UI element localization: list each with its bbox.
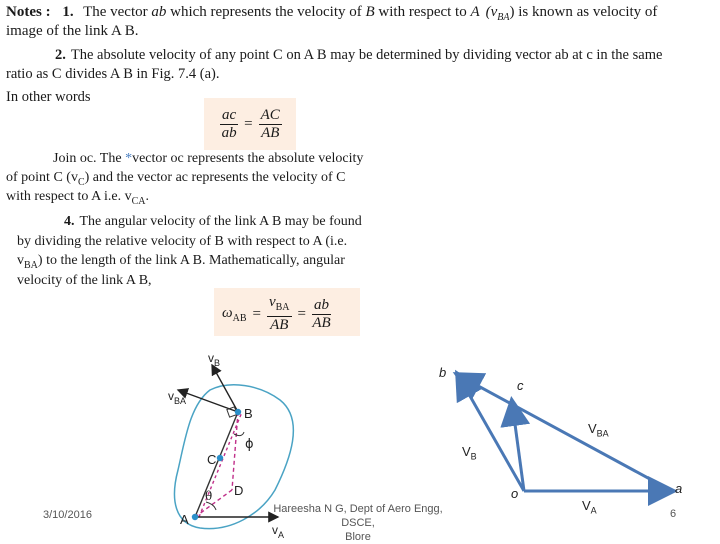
- vb-sub: B: [470, 451, 477, 462]
- note4-l1: The angular velocity of the link A B may be found: [79, 214, 362, 229]
- label-vb: $v_B$: [208, 351, 221, 368]
- note1-text-f: A: [470, 4, 480, 20]
- va-v: V: [582, 498, 591, 513]
- eq2-fraction-2: [312, 297, 331, 332]
- label-vba: $v_{BA}$: [168, 389, 187, 406]
- eq1-rhs-den: AB: [261, 125, 280, 141]
- join-l2-a: of point C (v: [6, 170, 78, 185]
- point-a: [192, 514, 198, 520]
- label-o-point: o: [511, 486, 519, 501]
- note4-l3-b: ) to the length of the link A B. Mathematically, angular: [37, 253, 345, 268]
- note4-l3-sub: BA: [24, 259, 38, 271]
- footer-date: 3/10/2016: [43, 509, 92, 521]
- eq1-rhs-fraction: [259, 107, 282, 142]
- equation2: [222, 294, 331, 334]
- label-vba: [588, 421, 609, 439]
- vba-v: V: [588, 421, 597, 436]
- join-l1-a: Join oc. The: [53, 151, 126, 166]
- note2-line2: ratio as C divides A B in Fig. 7.4 (a).: [6, 66, 220, 82]
- note4-number: 4.: [64, 214, 75, 229]
- eq1-lhs-den: ab: [221, 125, 237, 141]
- notes-heading: Notes :: [6, 4, 51, 20]
- footer-author: [258, 502, 458, 544]
- note1-sub-h: BA: [497, 12, 510, 23]
- note2-text: The absolute velocity of any point C on A B may be determined by dividing vector ab at c in the same: [70, 47, 663, 63]
- eq2-omega-sub: AB: [232, 312, 247, 324]
- label-vb: [462, 444, 477, 462]
- eq2-f1-den: AB: [270, 317, 289, 333]
- note1-text-a: The vector: [83, 4, 152, 20]
- footer-page-number: 6: [670, 508, 677, 520]
- label-d: D: [234, 483, 244, 498]
- eq2-f1-num-sub: BA: [275, 302, 290, 313]
- phi-arc: [234, 432, 244, 436]
- eq1-lhs-fraction: [220, 107, 238, 142]
- label-b: B: [244, 406, 253, 421]
- note1-text-b: ab: [151, 4, 167, 20]
- join-l1-b: vector oc represents the absolute velocity: [132, 151, 364, 166]
- vb-arrow: [212, 365, 238, 412]
- eq1-rhs-num: AC: [260, 107, 280, 123]
- link-ab: [195, 412, 238, 517]
- point-b: [235, 409, 241, 415]
- label-b-point: b: [439, 365, 447, 380]
- join-l3-b: .: [145, 189, 149, 204]
- join-line1: [53, 149, 363, 168]
- vba-sub: BA: [596, 428, 609, 439]
- eq2-f2-num: ab: [314, 296, 330, 313]
- eq2-omega: [222, 305, 247, 324]
- label-phi: ϕ: [245, 437, 254, 452]
- label-va: $v_A$: [272, 523, 285, 540]
- label-va: [582, 498, 597, 516]
- label-c-point: c: [517, 378, 524, 393]
- note1-number: 1.: [62, 4, 74, 20]
- note1-text-e: with respect to: [374, 4, 471, 20]
- note4-line4: velocity of the link A B,: [17, 273, 152, 288]
- equation1: [220, 107, 282, 142]
- other-words: In other words: [6, 89, 91, 105]
- note1-text-d: B: [365, 4, 375, 20]
- eq1-lhs-num: ac: [222, 107, 237, 123]
- vb-v: V: [462, 444, 471, 459]
- join-line3: [6, 187, 149, 211]
- label-theta: θ: [205, 489, 213, 503]
- point-c: [217, 455, 223, 461]
- join-l2-b: ) and the vector ac represents the velocity of C: [84, 170, 346, 185]
- eq1-equals: =: [244, 116, 253, 132]
- label-a-point: a: [675, 481, 683, 496]
- eq2-omega-symbol: ω: [222, 304, 233, 321]
- label-c: C: [207, 452, 217, 467]
- note2-line1: [55, 46, 662, 65]
- footer-author-line2: Blore: [345, 531, 371, 543]
- note1-line2: image of the link A B.: [6, 23, 139, 39]
- footnote-star: *: [125, 151, 133, 166]
- eq2-f1-num-v: v: [268, 294, 276, 310]
- label-a: A: [180, 512, 189, 527]
- join-l2-sub: C: [77, 176, 85, 188]
- note1-text-i: ) is known as velocity of: [509, 4, 658, 20]
- note4-line2: by dividing the relative velocity of B with respect to A (i.e.: [17, 234, 348, 249]
- eq2-equals-1: =: [252, 305, 261, 322]
- footer-author-line1: Hareesha N G, Dept of Aero Engg, DSCE,: [273, 503, 443, 529]
- join-l3-a: with respect to A i.e. v: [6, 189, 132, 204]
- eq2-equals-2: =: [297, 305, 307, 322]
- eq2-f2-den: AB: [312, 314, 331, 331]
- note4-l3-a: v: [17, 253, 24, 268]
- note1-text-g: (v: [485, 4, 498, 20]
- eq2-fraction-1: [267, 294, 292, 334]
- join-l3-sub: CA: [131, 195, 146, 207]
- note1-text-c: which represents the velocity of: [166, 4, 366, 20]
- va-sub: A: [590, 505, 597, 516]
- note2-number: 2.: [55, 47, 66, 63]
- note4-line1: [64, 212, 362, 231]
- eq2-f1-num: [267, 294, 292, 317]
